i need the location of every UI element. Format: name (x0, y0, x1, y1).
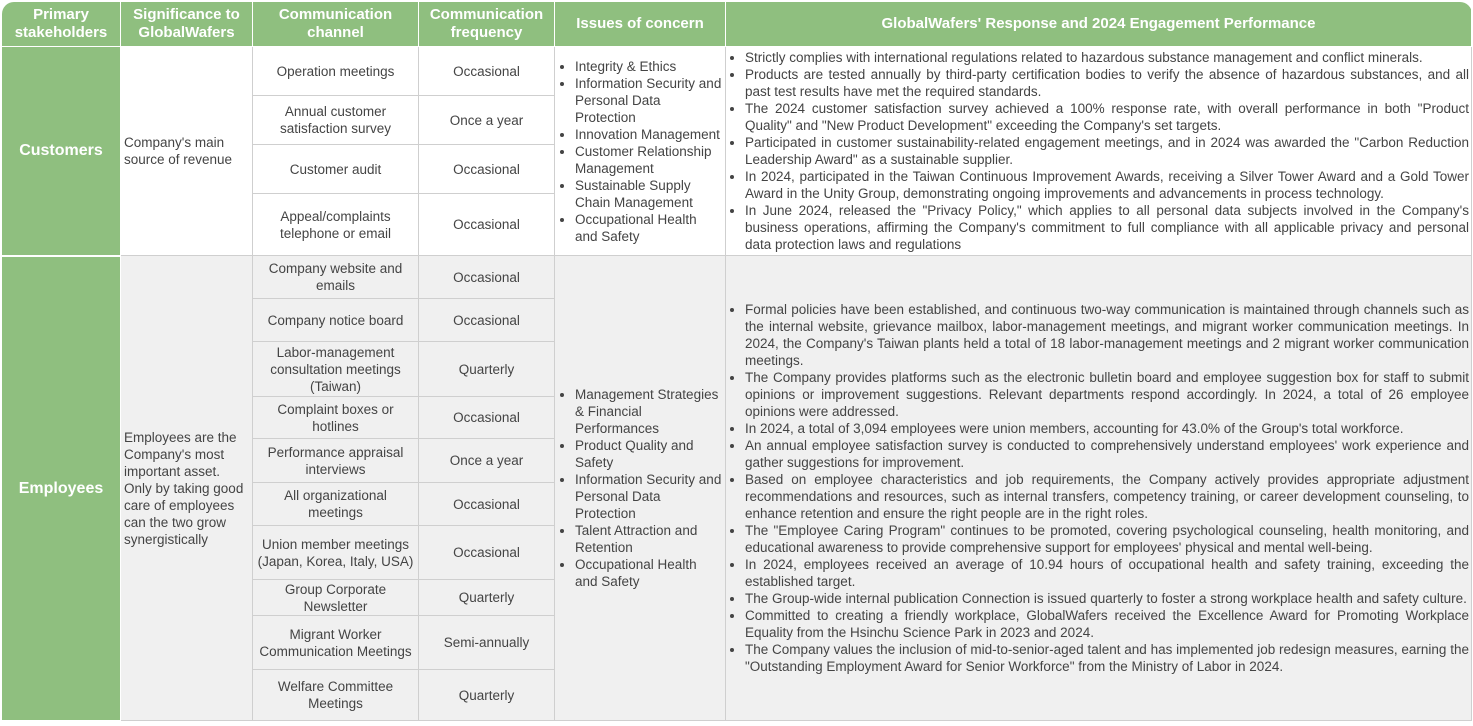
frequency-cell: Occasional (419, 397, 555, 439)
frequency-cell: Occasional (419, 483, 555, 526)
channel-cell: Labor-management consultation meetings (Taiwan) (253, 342, 419, 397)
frequency-cell: Semi-annually (419, 616, 555, 670)
list-item: • The "Employee Caring Program" continues to be promoted, covering psychological counseling, health monitoring, and educational awareness to provide comprehensive support for employees' physical and mental well-being. (745, 522, 1469, 556)
frequency-cell: Occasional (419, 256, 555, 299)
stakeholder-employees: Employees (2, 256, 121, 721)
list-item: • The Company values the inclusion of mid-to-senior-aged talent and has implemented job redesign measures, earning the "Outstanding Employment Award for Senior Workforce" from the Ministry of Labor in 2024. (745, 641, 1469, 675)
list-item: • The Company provides platforms such as the electronic bulletin board and employee suggestion box for staff to submit opinions or improvement suggestions. Relevant departments respond accordingly. In 2024, a total of 26 employee opinions were addressed. (745, 369, 1469, 420)
list-item: • Sustainable Supply Chain Management (575, 177, 722, 211)
list-item: • Occupational Health and Safety (575, 211, 722, 245)
header-channel: Communication channel (253, 2, 419, 47)
list-item: • Formal policies have been established, and continuous two-way communication is maintained through channels such as the internal website, grievance mailbox, labor-management meetings, and migrant worker communication meetings. In 2024, the Company's Taiwan plants held a total of 18 labor-management meetings and 2 migrant worker communication meetings. (745, 301, 1469, 369)
frequency-cell: Occasional (419, 194, 555, 256)
response-customers (726, 47, 1472, 256)
issues-employees (555, 256, 726, 721)
frequency-cell: Quarterly (419, 580, 555, 616)
channel-cell: Group Corporate Newsletter (253, 580, 419, 616)
list-item: • Information Security and Personal Data Protection (575, 471, 722, 522)
frequency-cell: Once a year (419, 96, 555, 145)
list-item: • Committed to creating a friendly workplace, GlobalWafers received the Excellence Award for Promoting Workplace Equality from the Hsinchu Science Park in 2023 and 2024. (745, 607, 1469, 641)
channel-cell: Operation meetings (253, 47, 419, 96)
list-item: • In 2024, participated in the Taiwan Continuous Improvement Awards, receiving a Silver Tower Award and a Gold Tower Award in the Unity Group, demonstrating ongoing improvements and advancements in process technology. (745, 168, 1469, 202)
channel-cell: Union member meetings (Japan, Korea, Italy, USA) (253, 526, 419, 580)
channel-cell: Company website and emails (253, 256, 419, 299)
list-item: • Participated in customer sustainability-related engagement meetings, and in 2024 was awarded the "Carbon Reduction Leadership Award" as a sustainable supplier. (745, 134, 1469, 168)
significance-customers: Company's main source of revenue (121, 47, 253, 256)
channel-cell: Performance appraisal interviews (253, 439, 419, 483)
list-item: • Product Quality and Safety (575, 437, 722, 471)
table-row (2, 47, 1472, 96)
response-employees (726, 256, 1472, 721)
list-item: • Occupational Health and Safety (575, 556, 722, 590)
significance-employees: Employees are the Company's most important asset. Only by taking good care of employees can the two grow synergistically (121, 256, 253, 721)
channel-cell: Complaint boxes or hotlines (253, 397, 419, 439)
frequency-cell: Occasional (419, 145, 555, 194)
frequency-cell: Occasional (419, 526, 555, 580)
list-item: • An annual employee satisfaction survey is conducted to comprehensively understand employees' work experience and gather suggestions for improvement. (745, 437, 1469, 471)
header-issues: Issues of concern (555, 2, 726, 47)
list-item: • The 2024 customer satisfaction survey achieved a 100% response rate, with overall performance in both "Product Quality" and "New Product Development" exceeding the Company's set targets. (745, 100, 1469, 134)
header-response: GlobalWafers' Response and 2024 Engagement Performance (726, 2, 1472, 47)
list-item: • The Group-wide internal publication Connection is issued quarterly to foster a strong workplace health and safety culture. (745, 590, 1469, 607)
channel-cell: Migrant Worker Communication Meetings (253, 616, 419, 670)
list-item: • Innovation Management (575, 126, 722, 143)
list-item: • Information Security and Personal Data Protection (575, 75, 722, 126)
table-row (2, 256, 1472, 299)
header-stakeholders: Primary stakeholders (2, 2, 121, 47)
header-frequency: Communication frequency (419, 2, 555, 47)
channel-cell: All organizational meetings (253, 483, 419, 526)
frequency-cell: Quarterly (419, 342, 555, 397)
channel-cell: Annual customer satisfaction survey (253, 96, 419, 145)
channel-cell: Customer audit (253, 145, 419, 194)
list-item: • In June 2024, released the "Privacy Policy," which applies to all personal data subjects involved in the Company's business operations, affirming the Company's commitment to full compliance with all applicable privacy and personal data protection laws and regulations (745, 202, 1469, 253)
frequency-cell: Quarterly (419, 670, 555, 721)
issues-customers (555, 47, 726, 256)
stakeholder-customers: Customers (2, 47, 121, 256)
frequency-cell: Occasional (419, 299, 555, 342)
frequency-cell: Once a year (419, 439, 555, 483)
header-significance: Significance to GlobalWafers (121, 2, 253, 47)
stakeholder-engagement-table (1, 1, 1472, 722)
list-item: • Management Strategies & Financial Performances (575, 386, 722, 437)
list-item: • Strictly complies with international regulations related to hazardous substance management and conflict minerals. (745, 49, 1469, 66)
channel-cell: Welfare Committee Meetings (253, 670, 419, 721)
list-item: • Based on employee characteristics and job requirements, the Company actively provides appropriate adjustment recommendations and resources, such as internal transfers, competency training, or career development counseling, to enhance retention and ensure the right people are in the right roles. (745, 471, 1469, 522)
list-item: • Customer Relationship Management (575, 143, 722, 177)
channel-cell: Company notice board (253, 299, 419, 342)
list-item: • Talent Attraction and Retention (575, 522, 722, 556)
list-item: • Products are tested annually by third-party certification bodies to verify the absence of hazardous substances, and all past test results have met the required standards. (745, 66, 1469, 100)
list-item: • Integrity & Ethics (575, 58, 722, 75)
list-item: • In 2024, a total of 3,094 employees were union members, accounting for 43.0% of the Group's total workforce. (745, 420, 1469, 437)
list-item: • In 2024, employees received an average of 10.94 hours of occupational health and safety training, exceeding the established target. (745, 556, 1469, 590)
frequency-cell: Occasional (419, 47, 555, 96)
channel-cell: Appeal/complaints telephone or email (253, 194, 419, 256)
header-row (2, 2, 1472, 47)
